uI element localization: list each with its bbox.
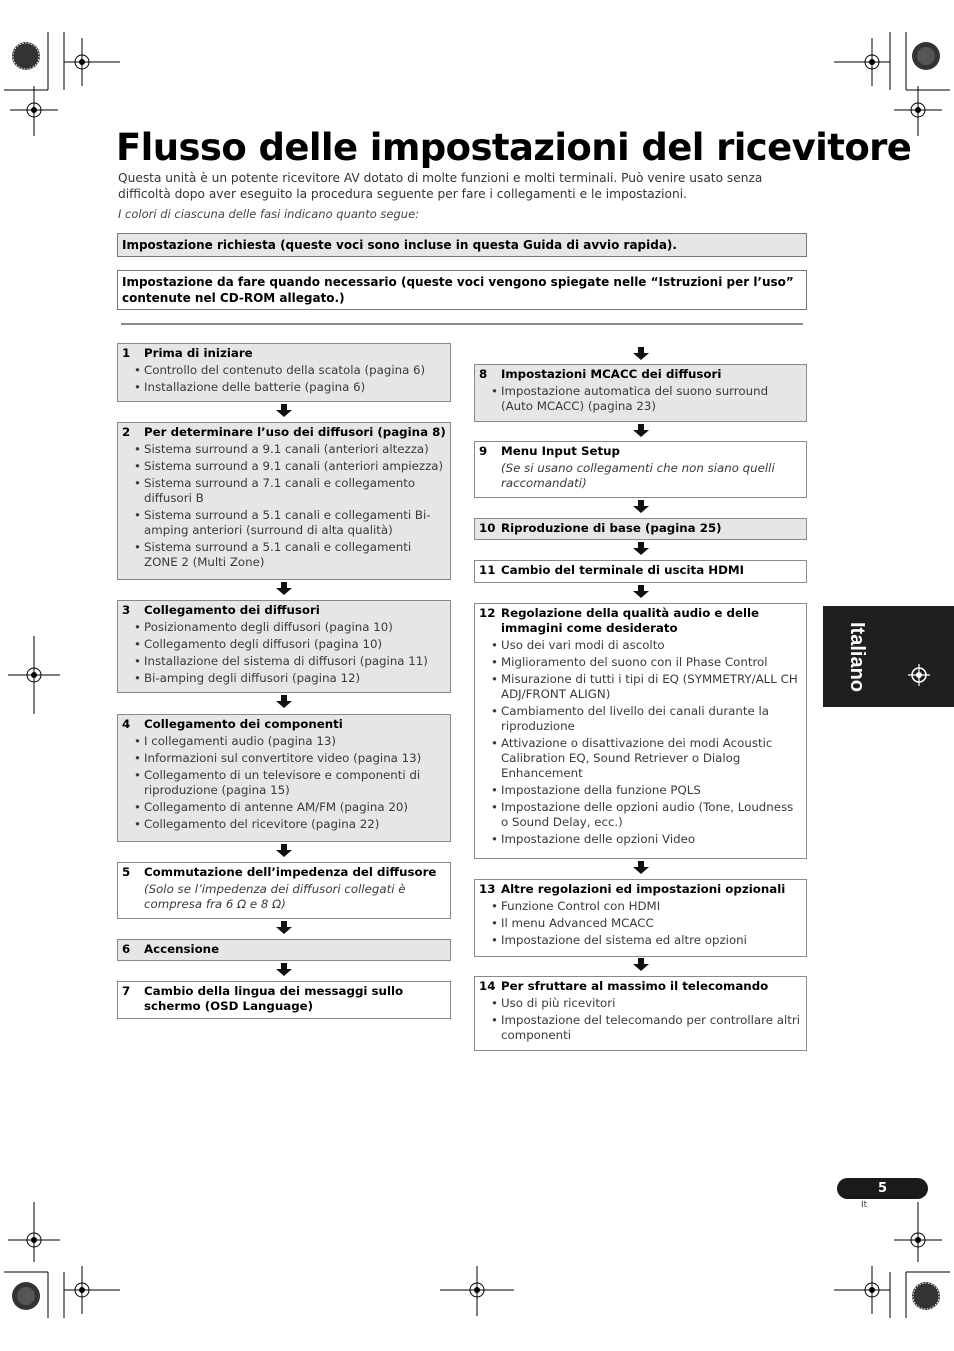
flow-arrow-icon [633, 861, 649, 874]
step-title: Per determinare l’uso dei diffusori (pagina 8) [144, 425, 446, 439]
step-title: Riproduzione di base (pagina 25) [501, 521, 722, 535]
list-item: • Impostazione delle opzioni Video [491, 832, 802, 847]
list-item: • Installazione delle batterie (pagina 6) [134, 380, 446, 395]
list-item: • Collegamento di antenne AM/FM (pagina 20) [134, 800, 446, 815]
step-number: 13 [479, 882, 496, 896]
step-number: 10 [479, 521, 496, 535]
step-header [122, 346, 446, 361]
flow-arrow-icon [276, 404, 292, 417]
step-title: Commutazione dell’impedenza del diffusore [144, 865, 437, 879]
flow-arrow-icon [276, 844, 292, 857]
step-title: Regolazione della qualità audio e delle immagini come desiderato [501, 606, 760, 635]
flow-arrow-icon [276, 695, 292, 708]
step-10 [474, 518, 807, 540]
flow-arrow-icon [633, 542, 649, 555]
step-number: 4 [122, 717, 131, 731]
flow-arrow-icon [633, 500, 649, 513]
step-number: 8 [479, 367, 488, 381]
list-item: • Sistema surround a 7.1 canali e collegamento diffusori B [134, 476, 446, 506]
list-item: • Impostazione della funzione PQLS [491, 783, 802, 798]
step-header [479, 521, 802, 536]
step-header [479, 606, 802, 636]
step-number: 3 [122, 603, 131, 617]
flow-arrow-icon [633, 347, 649, 360]
flow-arrow-icon [633, 585, 649, 598]
step-number: 1 [122, 346, 131, 360]
step-header [479, 444, 802, 459]
list-item: • Cambiamento del livello dei canali durante la riproduzione [491, 704, 802, 734]
step-title: Prima di iniziare [144, 346, 253, 360]
list-item: • Miglioramento del suono con il Phase Control [491, 655, 802, 670]
list-item: • Collegamento del ricevitore (pagina 22) [134, 817, 446, 832]
step-4 [117, 714, 451, 842]
step-2 [117, 422, 451, 580]
step-items [122, 363, 446, 395]
step-items [479, 899, 802, 948]
list-item: • I collegamenti audio (pagina 13) [134, 734, 446, 749]
language-tab-text: Italiano [846, 621, 868, 693]
flow-arrow-icon [633, 958, 649, 971]
list-item: • Il menu Advanced MCACC [491, 916, 802, 931]
step-title: Cambio del terminale di uscita HDMI [501, 563, 745, 577]
step-1 [117, 343, 451, 402]
step-number: 14 [479, 979, 496, 993]
list-item: • Impostazione del sistema ed altre opzioni [491, 933, 802, 948]
color-legend-note: I colori di ciascuna delle fasi indicano quanto segue: [118, 207, 420, 221]
step-number: 12 [479, 606, 496, 620]
step-14 [474, 976, 807, 1051]
step-8 [474, 364, 807, 422]
step-items [479, 384, 802, 414]
step-note: (Se si usano collegamenti che non siano quelli raccomandati) [501, 461, 775, 490]
step-header [479, 882, 802, 897]
step-6 [117, 939, 451, 961]
step-items [479, 638, 802, 847]
step-number: 5 [122, 865, 131, 879]
list-item: • Impostazione automatica del suono surround (Auto MCACC) (pagina 23) [491, 384, 802, 414]
page-title: Flusso delle impostazioni del ricevitore [116, 126, 912, 169]
section-divider [121, 323, 803, 325]
step-items [122, 620, 446, 686]
list-item: • Posizionamento degli diffusori (pagina 10) [134, 620, 446, 635]
step-header [122, 603, 446, 618]
step-number: 7 [122, 984, 131, 998]
list-item: • Collegamento di un televisore e componenti di riproduzione (pagina 15) [134, 768, 446, 798]
page-number: 5 [837, 1178, 928, 1199]
list-item: • Sistema surround a 9.1 canali (anteriori altezza) [134, 442, 446, 457]
list-item: • Impostazione del telecomando per controllare altri componenti [491, 1013, 802, 1043]
step-title: Collegamento dei diffusori [144, 603, 320, 617]
step-header [122, 984, 446, 1014]
list-item: • Controllo del contenuto della scatola (pagina 6) [134, 363, 446, 378]
step-items [122, 442, 446, 570]
step-title: Cambio della lingua dei messaggi sullo schermo (OSD Language) [144, 984, 404, 1013]
step-number: 6 [122, 942, 131, 956]
step-number: 11 [479, 563, 496, 577]
list-item: • Bi-amping degli diffusori (pagina 12) [134, 671, 446, 686]
step-header [122, 942, 446, 957]
step-11 [474, 560, 807, 583]
step-title: Menu Input Setup [501, 444, 620, 458]
list-item: • Collegamento degli diffusori (pagina 10) [134, 637, 446, 652]
step-items [122, 734, 446, 832]
list-item: • Uso dei vari modi di ascolto [491, 638, 802, 653]
list-item: • Attivazione o disattivazione dei modi Acoustic Calibration EQ, Sound Retriever o Dialog Enhancement [491, 736, 802, 781]
list-item: • Informazioni sul convertitore video (pagina 13) [134, 751, 446, 766]
step-5 [117, 862, 451, 919]
step-title: Per sfruttare al massimo il telecomando [501, 979, 769, 993]
legend-optional: Impostazione da fare quando necessario (queste voci vengono spiegate nelle “Istruzioni per l’uso” contenute nel CD-ROM allegato.) [117, 270, 807, 310]
step-title: Collegamento dei componenti [144, 717, 343, 731]
step-title: Accensione [144, 942, 220, 956]
flow-arrow-icon [276, 582, 292, 595]
step-title: Impostazioni MCACC dei diffusori [501, 367, 722, 381]
list-item: • Installazione del sistema di diffusori (pagina 11) [134, 654, 446, 669]
step-12 [474, 603, 807, 859]
list-item: • Sistema surround a 9.1 canali (anteriori ampiezza) [134, 459, 446, 474]
list-item: • Impostazione delle opzioni audio (Tone, Loudness o Sound Delay, ecc.) [491, 800, 802, 830]
step-title: Altre regolazioni ed impostazioni opzionali [501, 882, 786, 896]
step-header [479, 563, 802, 578]
step-header [479, 979, 802, 994]
step-number: 2 [122, 425, 131, 439]
list-item: • Uso di più ricevitori [491, 996, 802, 1011]
step-number: 9 [479, 444, 488, 458]
language-tab-label [823, 606, 954, 707]
intro-paragraph: Questa unità è un potente ricevitore AV dotato di molte funzioni e molti terminali. Può venire usato senza difficoltà dopo aver eseguito la procedura seguente per fare i collegamenti e le impostazioni. [118, 171, 763, 201]
step-9 [474, 441, 807, 498]
list-item: • Sistema surround a 5.1 canali e collegamenti Bi-amping anteriori (surround di alta qualità) [134, 508, 446, 538]
step-3 [117, 600, 451, 693]
flow-arrow-icon [276, 963, 292, 976]
step-items [479, 996, 802, 1043]
language-code: It [861, 1200, 868, 1210]
step-note: (Solo se l’impedenza dei diffusori collegati è compresa fra 6 Ω e 8 Ω) [144, 882, 406, 911]
list-item: • Sistema surround a 5.1 canali e collegamenti ZONE 2 (Multi Zone) [134, 540, 446, 570]
step-header [122, 717, 446, 732]
step-header [122, 425, 446, 440]
step-7 [117, 981, 451, 1019]
list-item: • Funzione Control con HDMI [491, 899, 802, 914]
flow-arrow-icon [276, 921, 292, 934]
step-header [122, 865, 446, 880]
step-header [479, 367, 802, 382]
list-item: • Misurazione di tutti i tipi di EQ (SYMMETRY/ALL CH ADJ/FRONT ALIGN) [491, 672, 802, 702]
legend-required: Impostazione richiesta (queste voci sono incluse in questa Guida di avvio rapida). [117, 233, 807, 257]
flow-arrow-icon [633, 424, 649, 437]
step-13 [474, 879, 807, 957]
